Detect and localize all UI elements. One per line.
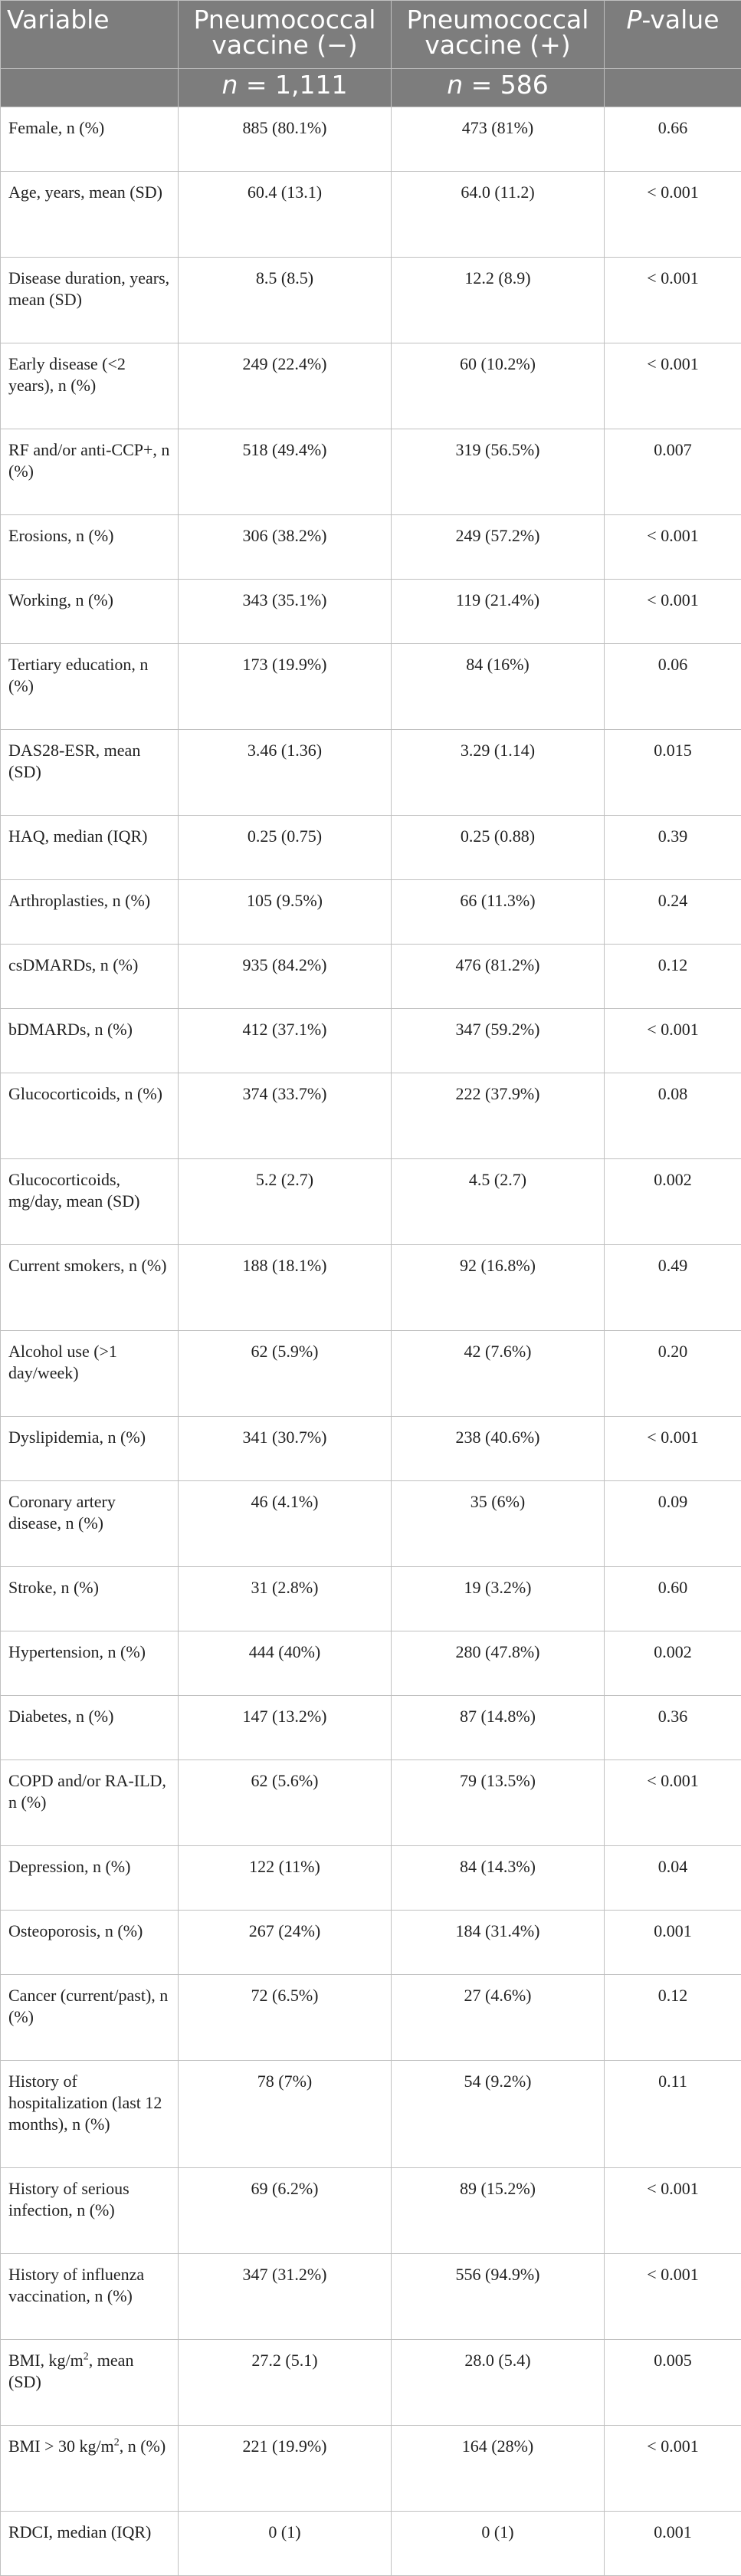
row-label: Alcohol use (>1 day/week): [1, 1331, 179, 1417]
row-label: Age, years, mean (SD): [1, 172, 179, 258]
table-row: [1, 1009, 741, 1073]
table-row: [1, 1331, 741, 1417]
row-label: HAQ, median (IQR): [1, 816, 179, 880]
cell-vaccine-negative: 3.46 (1.36): [179, 730, 392, 816]
cell-vaccine-positive: 84 (14.3%): [392, 1846, 605, 1911]
cell-p-value: 0.11: [605, 2061, 741, 2168]
cell-vaccine-positive: 60 (10.2%): [392, 343, 605, 429]
cell-vaccine-positive: 280 (47.8%): [392, 1631, 605, 1696]
table-row: [1, 730, 741, 816]
cell-vaccine-positive: 319 (56.5%): [392, 429, 605, 515]
cell-vaccine-positive: 222 (37.9%): [392, 1073, 605, 1159]
cell-p-value: 0.60: [605, 1567, 741, 1631]
row-label: Stroke, n (%): [1, 1567, 179, 1631]
row-label: [1, 2340, 179, 2426]
cell-vaccine-positive: 347 (59.2%): [392, 1009, 605, 1073]
cell-vaccine-negative: 5.2 (2.7): [179, 1159, 392, 1245]
cell-vaccine-negative: 173 (19.9%): [179, 644, 392, 730]
cell-vaccine-positive: 64.0 (11.2): [392, 172, 605, 258]
cell-p-value: < 0.001: [605, 1760, 741, 1846]
cell-vaccine-positive: 0.25 (0.88): [392, 816, 605, 880]
table-row: [1, 1567, 741, 1631]
cell-p-value: < 0.001: [605, 2254, 741, 2340]
table-row: [1, 816, 741, 880]
cell-vaccine-negative: 188 (18.1%): [179, 1245, 392, 1331]
cell-p-value: 0.24: [605, 880, 741, 945]
row-label: Disease duration, years, mean (SD): [1, 258, 179, 343]
cell-vaccine-positive: 164 (28%): [392, 2426, 605, 2512]
table-row: [1, 107, 741, 172]
table-row: [1, 2340, 741, 2426]
cell-vaccine-negative: 249 (22.4%): [179, 343, 392, 429]
row-label: History of influenza vaccination, n (%): [1, 2254, 179, 2340]
cell-p-value: 0.007: [605, 429, 741, 515]
cell-vaccine-positive: 35 (6%): [392, 1481, 605, 1567]
cell-p-value: 0.04: [605, 1846, 741, 1911]
table-row: [1, 1696, 741, 1760]
table-row: [1, 2168, 741, 2254]
row-label: csDMARDs, n (%): [1, 945, 179, 1009]
cell-vaccine-negative: 69 (6.2%): [179, 2168, 392, 2254]
table-row: [1, 2254, 741, 2340]
cell-vaccine-negative: 60.4 (13.1): [179, 172, 392, 258]
row-label: Diabetes, n (%): [1, 1696, 179, 1760]
cell-vaccine-positive: 238 (40.6%): [392, 1417, 605, 1481]
row-label: RF and/or anti-CCP+, n (%): [1, 429, 179, 515]
table-row: [1, 2512, 741, 2576]
cell-vaccine-positive: 476 (81.2%): [392, 945, 605, 1009]
n-label: n: [221, 70, 238, 100]
cell-vaccine-negative: 27.2 (5.1): [179, 2340, 392, 2426]
row-label: Tertiary education, n (%): [1, 644, 179, 730]
table-row: [1, 1975, 741, 2061]
cell-vaccine-negative: 78 (7%): [179, 2061, 392, 2168]
table-row: [1, 2426, 741, 2512]
row-label: Glucocorticoids, mg/day, mean (SD): [1, 1159, 179, 1245]
label-pre: BMI, kg/m: [8, 2351, 84, 2370]
cell-vaccine-negative: 62 (5.6%): [179, 1760, 392, 1846]
table-row: [1, 172, 741, 258]
table-row: [1, 580, 741, 644]
cell-vaccine-positive: 4.5 (2.7): [392, 1159, 605, 1245]
cell-vaccine-negative: 306 (38.2%): [179, 515, 392, 580]
table-row: [1, 1760, 741, 1846]
cell-vaccine-negative: 105 (9.5%): [179, 880, 392, 945]
cell-p-value: < 0.001: [605, 343, 741, 429]
table-row: [1, 343, 741, 429]
table-row: [1, 1631, 741, 1696]
cell-p-value: 0.001: [605, 1911, 741, 1975]
header-n-blank: [1, 69, 179, 107]
cell-vaccine-positive: 27 (4.6%): [392, 1975, 605, 2061]
cell-vaccine-negative: 885 (80.1%): [179, 107, 392, 172]
cell-vaccine-positive: 92 (16.8%): [392, 1245, 605, 1331]
row-label: Coronary artery disease, n (%): [1, 1481, 179, 1567]
table-row: [1, 515, 741, 580]
header-n-row: [1, 69, 741, 107]
cell-vaccine-negative: 147 (13.2%): [179, 1696, 392, 1760]
cell-vaccine-positive: 42 (7.6%): [392, 1331, 605, 1417]
header-n-positive: [392, 69, 605, 107]
header-p-value: [605, 1, 741, 69]
cell-vaccine-negative: 341 (30.7%): [179, 1417, 392, 1481]
cell-vaccine-positive: 0 (1): [392, 2512, 605, 2576]
cell-p-value: 0.002: [605, 1159, 741, 1245]
cell-vaccine-negative: 267 (24%): [179, 1911, 392, 1975]
row-label: History of serious infection, n (%): [1, 2168, 179, 2254]
table-row: [1, 1911, 741, 1975]
cell-p-value: 0.09: [605, 1481, 741, 1567]
header-vaccine-negative: Pneumococcal vaccine (−): [179, 1, 392, 69]
label-sup: 2: [84, 2351, 89, 2363]
cell-vaccine-positive: 89 (15.2%): [392, 2168, 605, 2254]
table-row: [1, 2061, 741, 2168]
row-label: Early disease (<2 years), n (%): [1, 343, 179, 429]
header-n-blank: [605, 69, 741, 107]
cell-p-value: 0.36: [605, 1696, 741, 1760]
row-label: bDMARDs, n (%): [1, 1009, 179, 1073]
n-neg-value: = 1,111: [238, 70, 347, 100]
label-sup: 2: [114, 2437, 120, 2449]
table-row: [1, 1481, 741, 1567]
cell-vaccine-negative: 122 (11%): [179, 1846, 392, 1911]
cell-p-value: 0.39: [605, 816, 741, 880]
cell-vaccine-negative: 72 (6.5%): [179, 1975, 392, 2061]
cell-p-value: 0.49: [605, 1245, 741, 1331]
row-label: [1, 2426, 179, 2512]
cell-vaccine-negative: 412 (37.1%): [179, 1009, 392, 1073]
n-pos-value: = 586: [463, 70, 549, 100]
label-post: , n (%): [120, 2436, 166, 2456]
cell-p-value: < 0.001: [605, 258, 741, 343]
cell-vaccine-positive: 87 (14.8%): [392, 1696, 605, 1760]
cell-p-value: < 0.001: [605, 580, 741, 644]
n-label: n: [447, 70, 463, 100]
cell-vaccine-positive: 19 (3.2%): [392, 1567, 605, 1631]
label-pre: BMI > 30 kg/m: [8, 2436, 114, 2456]
cell-vaccine-positive: 66 (11.3%): [392, 880, 605, 945]
cell-p-value: < 0.001: [605, 2426, 741, 2512]
cell-vaccine-positive: 249 (57.2%): [392, 515, 605, 580]
row-label: Current smokers, n (%): [1, 1245, 179, 1331]
table-row: [1, 1417, 741, 1481]
cell-vaccine-negative: 347 (31.2%): [179, 2254, 392, 2340]
row-label: COPD and/or RA-ILD, n (%): [1, 1760, 179, 1846]
cell-vaccine-negative: 444 (40%): [179, 1631, 392, 1696]
row-label: History of hospitalization (last 12 months), n (%): [1, 2061, 179, 2168]
label-post: , mean (SD): [8, 2351, 133, 2391]
p-rest: -value: [641, 5, 719, 34]
cell-vaccine-positive: 556 (94.9%): [392, 2254, 605, 2340]
cell-p-value: < 0.001: [605, 1417, 741, 1481]
cell-vaccine-negative: 62 (5.9%): [179, 1331, 392, 1417]
cell-p-value: < 0.001: [605, 515, 741, 580]
cell-vaccine-negative: 8.5 (8.5): [179, 258, 392, 343]
table-row: [1, 258, 741, 343]
cell-vaccine-negative: 374 (33.7%): [179, 1073, 392, 1159]
cell-p-value: < 0.001: [605, 2168, 741, 2254]
header-variable: Variable: [1, 1, 179, 69]
header-row: [1, 1, 741, 69]
table-row: [1, 880, 741, 945]
cell-vaccine-positive: 473 (81%): [392, 107, 605, 172]
table-row: [1, 1159, 741, 1245]
cell-vaccine-positive: 79 (13.5%): [392, 1760, 605, 1846]
cell-vaccine-negative: 0.25 (0.75): [179, 816, 392, 880]
cell-p-value: 0.12: [605, 1975, 741, 2061]
cell-p-value: 0.002: [605, 1631, 741, 1696]
cell-p-value: 0.015: [605, 730, 741, 816]
row-label: Female, n (%): [1, 107, 179, 172]
row-label: Glucocorticoids, n (%): [1, 1073, 179, 1159]
row-label: Depression, n (%): [1, 1846, 179, 1911]
p-italic: P: [626, 5, 641, 34]
cell-p-value: 0.06: [605, 644, 741, 730]
cell-vaccine-negative: 31 (2.8%): [179, 1567, 392, 1631]
row-label: Osteoporosis, n (%): [1, 1911, 179, 1975]
table-row: [1, 1073, 741, 1159]
table-row: [1, 1245, 741, 1331]
row-label: DAS28-ESR, mean (SD): [1, 730, 179, 816]
cell-vaccine-positive: 84 (16%): [392, 644, 605, 730]
row-label: Hypertension, n (%): [1, 1631, 179, 1696]
header-n-negative: [179, 69, 392, 107]
cell-p-value: < 0.001: [605, 1009, 741, 1073]
cell-vaccine-positive: 12.2 (8.9): [392, 258, 605, 343]
cell-p-value: 0.20: [605, 1331, 741, 1417]
row-label: Arthroplasties, n (%): [1, 880, 179, 945]
cell-p-value: 0.005: [605, 2340, 741, 2426]
cell-p-value: 0.08: [605, 1073, 741, 1159]
cell-vaccine-negative: 518 (49.4%): [179, 429, 392, 515]
row-label: Erosions, n (%): [1, 515, 179, 580]
cell-vaccine-positive: 119 (21.4%): [392, 580, 605, 644]
row-label: RDCI, median (IQR): [1, 2512, 179, 2576]
table-row: [1, 644, 741, 730]
header-vaccine-positive: Pneumococcal vaccine (+): [392, 1, 605, 69]
cell-p-value: 0.12: [605, 945, 741, 1009]
cell-vaccine-negative: 343 (35.1%): [179, 580, 392, 644]
cell-p-value: < 0.001: [605, 172, 741, 258]
cell-p-value: 0.001: [605, 2512, 741, 2576]
table-row: [1, 429, 741, 515]
cell-vaccine-positive: 184 (31.4%): [392, 1911, 605, 1975]
cell-vaccine-negative: 935 (84.2%): [179, 945, 392, 1009]
cell-p-value: 0.66: [605, 107, 741, 172]
row-label: Cancer (current/past), n (%): [1, 1975, 179, 2061]
cell-vaccine-positive: 54 (9.2%): [392, 2061, 605, 2168]
cell-vaccine-positive: 3.29 (1.14): [392, 730, 605, 816]
cell-vaccine-negative: 221 (19.9%): [179, 2426, 392, 2512]
cell-vaccine-negative: 0 (1): [179, 2512, 392, 2576]
table-row: [1, 1846, 741, 1911]
table-row: [1, 945, 741, 1009]
row-label: Working, n (%): [1, 580, 179, 644]
cell-vaccine-negative: 46 (4.1%): [179, 1481, 392, 1567]
row-label: Dyslipidemia, n (%): [1, 1417, 179, 1481]
cell-vaccine-positive: 28.0 (5.4): [392, 2340, 605, 2426]
